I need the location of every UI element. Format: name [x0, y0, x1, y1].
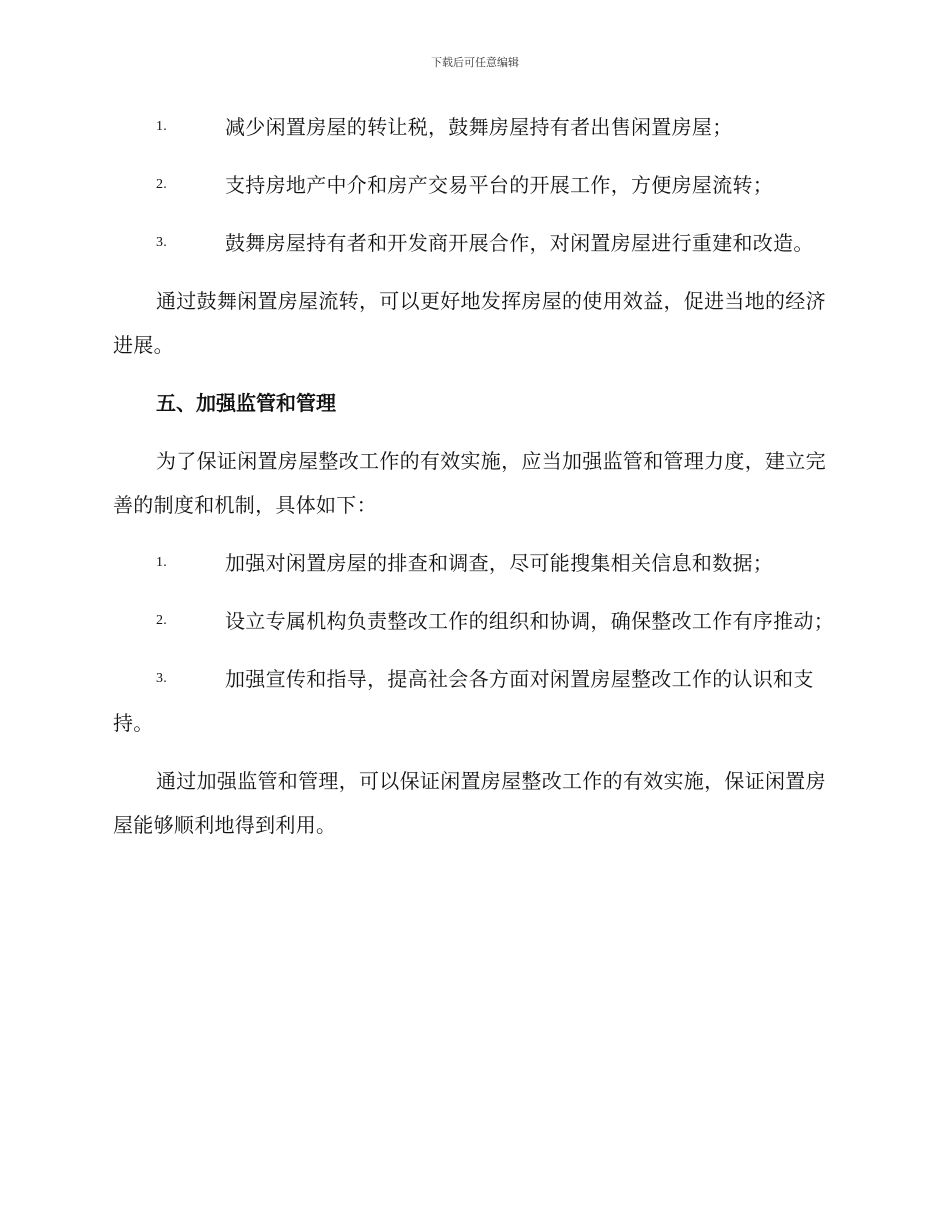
list-text: 设立专属机构负责整改工作的组织和协调，确保整改工作有序推动； [225, 609, 834, 633]
list-number: 1. [156, 119, 168, 134]
list-item [113, 163, 835, 207]
list-number: 2. [156, 177, 168, 192]
list-text: 支持房地产中介和房产交易平台的开展工作，方便房屋流转； [225, 173, 774, 197]
section-heading: 五、加强监管和管理 [156, 391, 336, 415]
list-number: 3. [156, 671, 168, 686]
list-item [113, 657, 835, 745]
page-header: 下载后可任意编辑 [431, 56, 519, 69]
list-item [113, 105, 835, 149]
paragraph: 为了保证闲置房屋整改工作的有效实施，应当加强监管和管理力度，建立完善的制度和机制，具体如下： [113, 449, 826, 517]
list-number: 1. [156, 555, 168, 570]
list-number: 3. [156, 235, 168, 250]
list-text: 加强对闲置房屋的排查和调查，尽可能搜集相关信息和数据； [225, 551, 774, 575]
list-item [113, 221, 835, 265]
paragraph: 通过加强监管和管理，可以保证闲置房屋整改工作的有效实施，保证闲置房屋能够顺利地得到利用。 [113, 769, 826, 837]
list-text: 鼓舞房屋持有者和开发商开展合作，对闲置房屋进行重建和改造。 [225, 231, 814, 255]
list-text: 加强宣传和指导，提高社会各方面对闲置房屋整改工作的认识和支持。 [113, 667, 814, 735]
list-number: 2. [156, 613, 168, 628]
list-text: 减少闲置房屋的转让税，鼓舞房屋持有者出售闲置房屋； [225, 115, 733, 139]
document-body [113, 105, 835, 847]
list-item [113, 541, 835, 585]
list-item [113, 599, 835, 643]
paragraph: 通过鼓舞闲置房屋流转，可以更好地发挥房屋的使用效益，促进当地的经济进展。 [113, 289, 826, 357]
